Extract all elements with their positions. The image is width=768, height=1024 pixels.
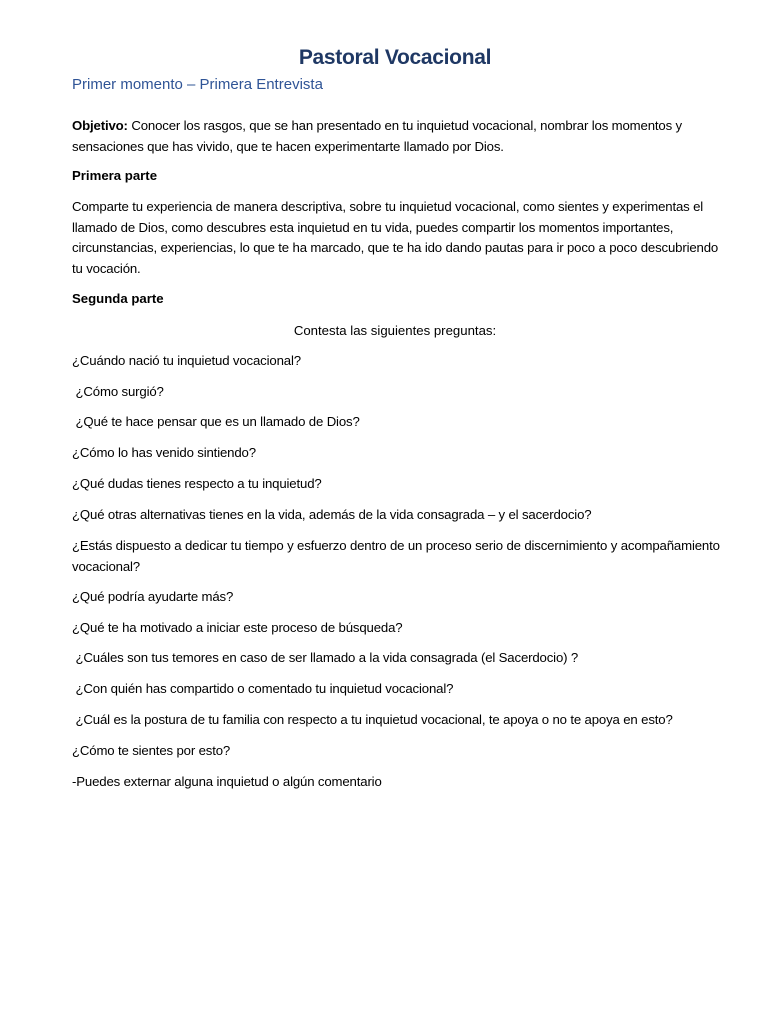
question-item: ¿Qué otras alternativas tienes en la vida, además de la vida consagrada – y el sacerdocio? bbox=[72, 507, 592, 522]
question-item: ¿Qué podría ayudarte más? bbox=[72, 589, 234, 604]
question-item: ¿Cuándo nació tu inquietud vocacional? bbox=[72, 353, 301, 368]
question-item: ¿Cómo surgió? bbox=[72, 384, 164, 399]
question-item: ¿Estás dispuesto a dedicar tu tiempo y esfuerzo dentro de un proceso serio de discernimiento y acompañamiento vocacional? bbox=[72, 538, 720, 574]
question-item: ¿Qué te ha motivado a iniciar este proceso de búsqueda? bbox=[72, 620, 403, 635]
question-item: ¿Qué dudas tienes respecto a tu inquietud? bbox=[72, 476, 322, 491]
question-item: ¿Cómo te sientes por esto? bbox=[72, 743, 231, 758]
part1-heading: Primera parte bbox=[72, 168, 158, 183]
question-item: ¿Qué te hace pensar que es un llamado de Dios? bbox=[72, 414, 360, 429]
objective-paragraph bbox=[72, 116, 722, 157]
part1-paragraph: Comparte tu experiencia de manera descriptiva, sobre tu inquietud vocacional, como sientes y experimentas el llamado de Dios, como descubres esta inquietud en tu vida, puedes compartir los momentos importantes, circunstancias, experiencias, lo que te ha marcado, que te ha ido dando pautas para ir poco a poco descubriendo tu vocación. bbox=[72, 199, 719, 276]
question-item: ¿Cuáles son tus temores en caso de ser llamado a la vida consagrada (el Sacerdocio) ? bbox=[72, 650, 579, 665]
question-item: ¿Cómo lo has venido sintiendo? bbox=[72, 445, 256, 460]
instructions-line: Contesta las siguientes preguntas: bbox=[293, 323, 497, 338]
page-subtitle: Primer momento – Primera Entrevista bbox=[72, 76, 323, 93]
question-item: ¿Con quién has compartido o comentado tu inquietud vocacional? bbox=[72, 681, 454, 696]
question-item: -Puedes externar alguna inquietud o algún comentario bbox=[72, 774, 382, 789]
page-title: Pastoral Vocacional bbox=[298, 46, 492, 69]
objective-text: Conocer los rasgos, que se han presentado en tu inquietud vocacional, nombrar los momentos y sensaciones que has vivido, que te hacen experimentarte llamado por Dios. bbox=[72, 118, 682, 154]
question-item: ¿Cuál es la postura de tu familia con respecto a tu inquietud vocacional, te apoya o no te apoya en esto? bbox=[72, 712, 673, 727]
part2-heading: Segunda parte bbox=[72, 291, 164, 306]
objective-label: Objetivo: bbox=[72, 118, 128, 133]
